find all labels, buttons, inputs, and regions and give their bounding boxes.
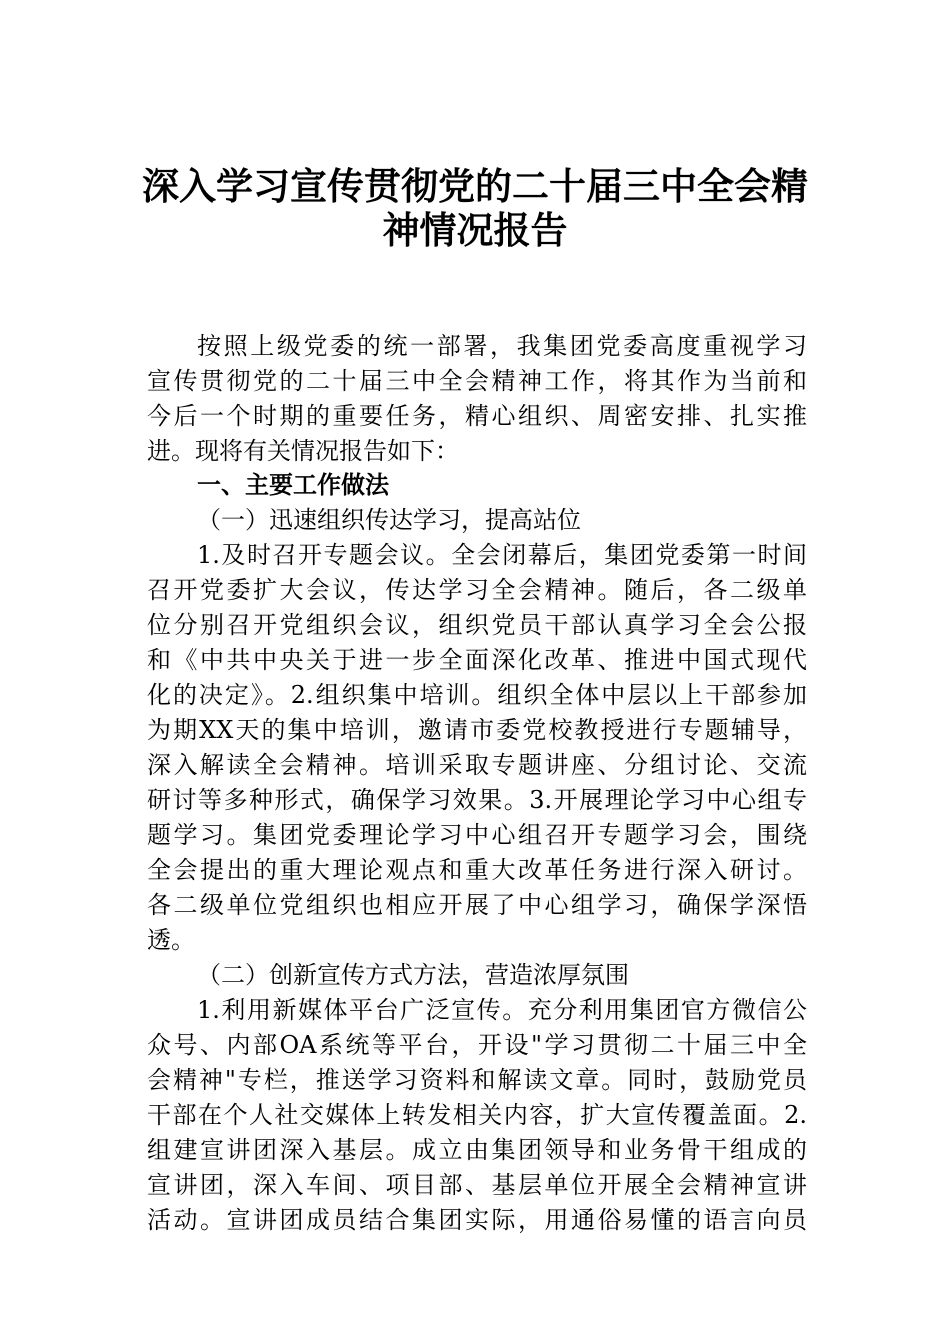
paragraph-line: 位分别召开党组织会议，组织党员干部认真学习全会公报: [147, 611, 807, 639]
paragraph-line: 1.及时召开专题会议。全会闭幕后，集团党委第一时间: [197, 541, 807, 569]
subsection-heading: （二）创新宣传方式方法，营造浓厚氛围: [197, 961, 629, 989]
paragraph-line: 和《中共中央关于进一步全面深化改革、推进中国式现代: [147, 646, 807, 674]
paragraph-line: 干部在个人社交媒体上转发相关内容，扩大宣传覆盖面。2.: [147, 1101, 807, 1129]
paragraph-line: 化的决定》。2.组织集中培训。组织全体中层以上干部参加: [147, 681, 807, 709]
paragraph-line: 会精神"专栏，推送学习资料和解读文章。同时，鼓励党员: [147, 1066, 807, 1094]
paragraph-line: 透。: [147, 926, 195, 954]
subsection-heading: （一）迅速组织传达学习，提高站位: [197, 506, 581, 534]
paragraph-line: 众号、内部OA系统等平台，开设"学习贯彻二十届三中全: [147, 1031, 807, 1059]
paragraph-line: 召开党委扩大会议，传达学习全会精神。随后，各二级单: [147, 576, 807, 604]
paragraph-line: 为期XX天的集中培训，邀请市委党校教授进行专题辅导，: [147, 716, 807, 744]
paragraph-line: 活动。宣讲团成员结合集团实际，用通俗易懂的语言向员: [147, 1206, 807, 1234]
paragraph-line: 组建宣讲团深入基层。成立由集团领导和业务骨干组成的: [147, 1136, 807, 1164]
paragraph-line: 全会提出的重大理论观点和重大改革任务进行深入研讨。: [147, 856, 807, 884]
paragraph-line: 题学习。集团党委理论学习中心组召开专题学习会，围绕: [147, 821, 807, 849]
paragraph-line: 宣传贯彻党的二十届三中全会精神工作，将其作为当前和: [147, 367, 807, 395]
paragraph-line: 研讨等多种形式，确保学习效果。3.开展理论学习中心组专: [147, 786, 807, 814]
paragraph-line: 各二级单位党组织也相应开展了中心组学习，确保学深悟: [147, 891, 807, 919]
document-title-line-2: 神情况报告: [382, 208, 568, 252]
paragraph-line: 1.利用新媒体平台广泛宣传。充分利用集团官方微信公: [197, 996, 807, 1024]
paragraph-line: 宣讲团，深入车间、项目部、基层单位开展全会精神宣讲: [147, 1171, 807, 1199]
section-heading: 一、主要工作做法: [197, 471, 389, 499]
paragraph-line: 今后一个时期的重要任务，精心组织、周密安排、扎实推: [147, 402, 807, 430]
document-title-line-1: 深入学习宣传贯彻党的二十届三中全会精: [142, 164, 808, 208]
paragraph-line: 进。现将有关情况报告如下：: [147, 437, 459, 465]
paragraph-line: 深入解读全会精神。培训采取专题讲座、分组讨论、交流: [147, 751, 807, 779]
paragraph-line: 按照上级党委的统一部署，我集团党委高度重视学习: [197, 332, 807, 360]
